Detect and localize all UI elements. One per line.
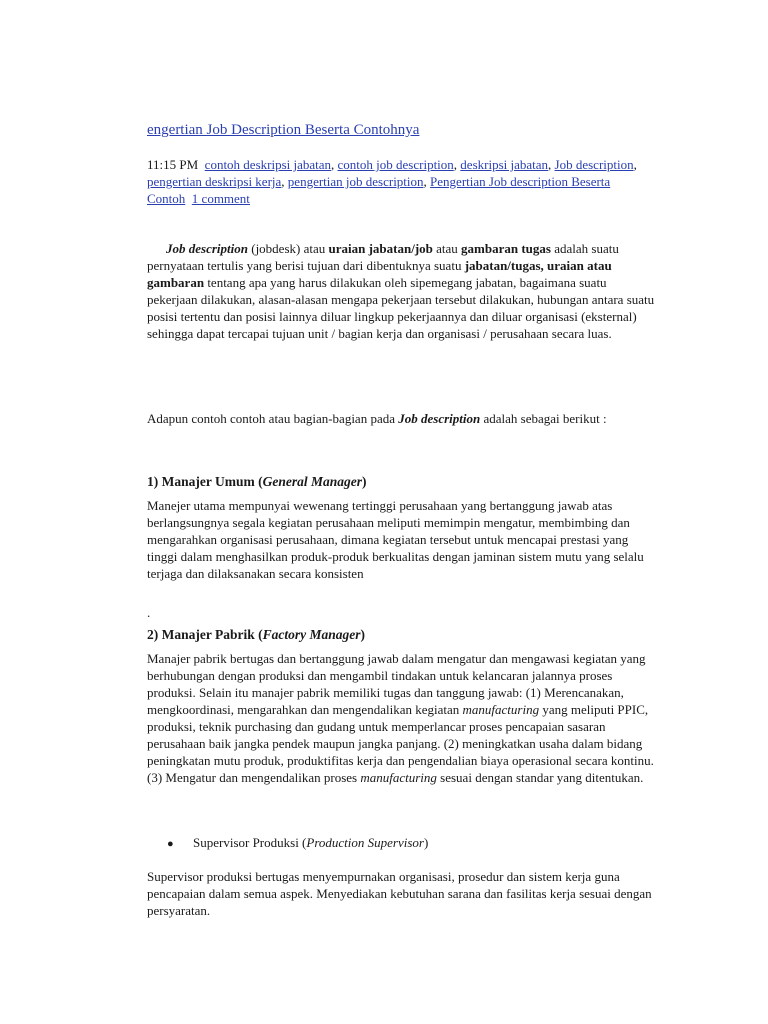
term-manufacturing: manufacturing bbox=[360, 770, 437, 785]
bullet-italic: Production Supervisor bbox=[306, 835, 424, 850]
body-text: sesuai dengan standar yang ditentukan. bbox=[436, 770, 644, 785]
factory-manager-paragraph bbox=[147, 650, 657, 786]
heading-italic: Factory Manager bbox=[262, 627, 361, 642]
bullet-text: ) bbox=[423, 835, 429, 850]
intro-text: atau bbox=[432, 241, 462, 256]
intro-text: adalah suatu pernyataan tertulis yang berisi tujuan dari dibentuknya suatu bbox=[147, 241, 619, 273]
bullet-icon: ● bbox=[167, 838, 174, 850]
heading-italic: General Manager bbox=[262, 474, 362, 489]
label-link[interactable]: deskripsi jabatan bbox=[460, 157, 549, 172]
body-text: Manajer pabrik bertugas dan bertanggung jawab dalam mengatur dan mengawasi kegiatan yang berhubungan dengan produksi dan mengambil tindakan untuk kelancaran jalannya proses produksi. Selain itu manajer pabrik memiliki tugas dan tanggung jawab: (1) Merencanakan, mengkoordinasi, mengarahkan dan mengendalikan kegiatan bbox=[147, 651, 646, 717]
examples-text: Adapun contoh contoh atau bagian-bagian pada bbox=[147, 411, 399, 426]
section-heading-general-manager bbox=[147, 473, 367, 490]
examples-intro-paragraph bbox=[147, 410, 657, 427]
intro-text: tentang apa yang harus dilakukan oleh sipemegang jabatan, bagaimana suatu pekerjaan dilakukan, alasan-alasan mengapa pekerjaan tersebut dilakukan, hubungan antara suatu posisi tertentu dan posisi lainnya diluar lingkup pekerjaannya dan diluar organisasi (eksternal) sehingga dapat tercapai tujuan unit / bagian kerja dan organisasi / perusahaan secara luas. bbox=[147, 275, 655, 341]
label-link[interactable]: contoh job description bbox=[337, 157, 454, 172]
term-jabatan-tugas: jabatan/tugas, uraian atau gambaran bbox=[147, 258, 612, 290]
label-link[interactable]: Job description bbox=[554, 157, 634, 172]
heading-text: ) bbox=[362, 474, 367, 489]
post-meta: 11:15 PM contoh deskripsi jabatan, contoh job description, deskripsi jabatan, Job description, pengertian deskripsi kerja, pengertian job description, Pengertian Job description Beserta Contoh 1 comment bbox=[147, 157, 637, 206]
label-link[interactable]: Pengertian Job description Beserta Contoh bbox=[147, 174, 611, 206]
bullet-item-production-supervisor bbox=[167, 834, 428, 853]
comments-link[interactable]: 1 comment bbox=[191, 191, 250, 206]
general-manager-paragraph: Manejer utama mempunyai wewenang tertinggi perusahaan yang bertanggung jawab atas berlangsungnya segala kegiatan perusahaan meliputi memimpin mengatur, membimbing dan mengarahkan organisasi perusahaan, dimana kegiatan tersebut untuk mencapai prestasi yang tinggi dalam menghasilkan produk-produk berkualitas dengan jaminan sistem mutu yang selalu terjaga dan dilaksanakan secara konsisten bbox=[147, 498, 644, 581]
label-link[interactable]: pengertian deskripsi kerja bbox=[147, 174, 282, 189]
term-uraian-jabatan: uraian jabatan/job bbox=[328, 241, 433, 256]
intro-text: (jobdesk) atau bbox=[247, 241, 329, 256]
article-title[interactable]: engertian Job Description Beserta Contohnya bbox=[147, 122, 420, 138]
intro-paragraph bbox=[147, 240, 657, 342]
term-job-description: Job description bbox=[398, 411, 481, 426]
body-text: yang meliputi PPIC, produksi, teknik purchasing dan gudang untuk memperlancar proses pencapaian sasaran perusahaan baik jangka pendek maupun jangka panjang. (2) meningkatkan usaha dalam bidang peningkatan mutu produk, produktifitas kerja dan pengendalian biaya operasional secara kontinu. (3) Mengatur dan mengendalikan proses bbox=[147, 702, 654, 785]
separator-dot: . bbox=[147, 605, 151, 620]
heading-text: 1) Manajer Umum ( bbox=[147, 474, 263, 489]
term-manufacturing: manufacturing bbox=[462, 702, 540, 717]
post-time: 11:15 PM bbox=[147, 157, 199, 172]
label-link[interactable]: pengertian job description bbox=[287, 174, 424, 189]
heading-text: 2) Manajer Pabrik ( bbox=[147, 627, 263, 642]
term-job-description: Job description bbox=[166, 241, 248, 256]
section-heading-factory-manager bbox=[147, 626, 365, 643]
bullet-text: Supervisor Produksi ( bbox=[193, 835, 307, 850]
term-gambaran-tugas: gambaran tugas bbox=[461, 241, 551, 256]
examples-text: adalah sebagai berikut : bbox=[480, 411, 607, 426]
heading-text: ) bbox=[360, 627, 365, 642]
production-supervisor-paragraph: Supervisor produksi bertugas menyempurnakan organisasi, prosedur dan sistem kerja guna pencapaian dalam semua aspek. Menyediakan kebutuhan sarana dan fasilitas kerja sesuai dengan persyaratan. bbox=[147, 869, 652, 918]
label-link[interactable]: contoh deskripsi jabatan bbox=[204, 157, 332, 172]
